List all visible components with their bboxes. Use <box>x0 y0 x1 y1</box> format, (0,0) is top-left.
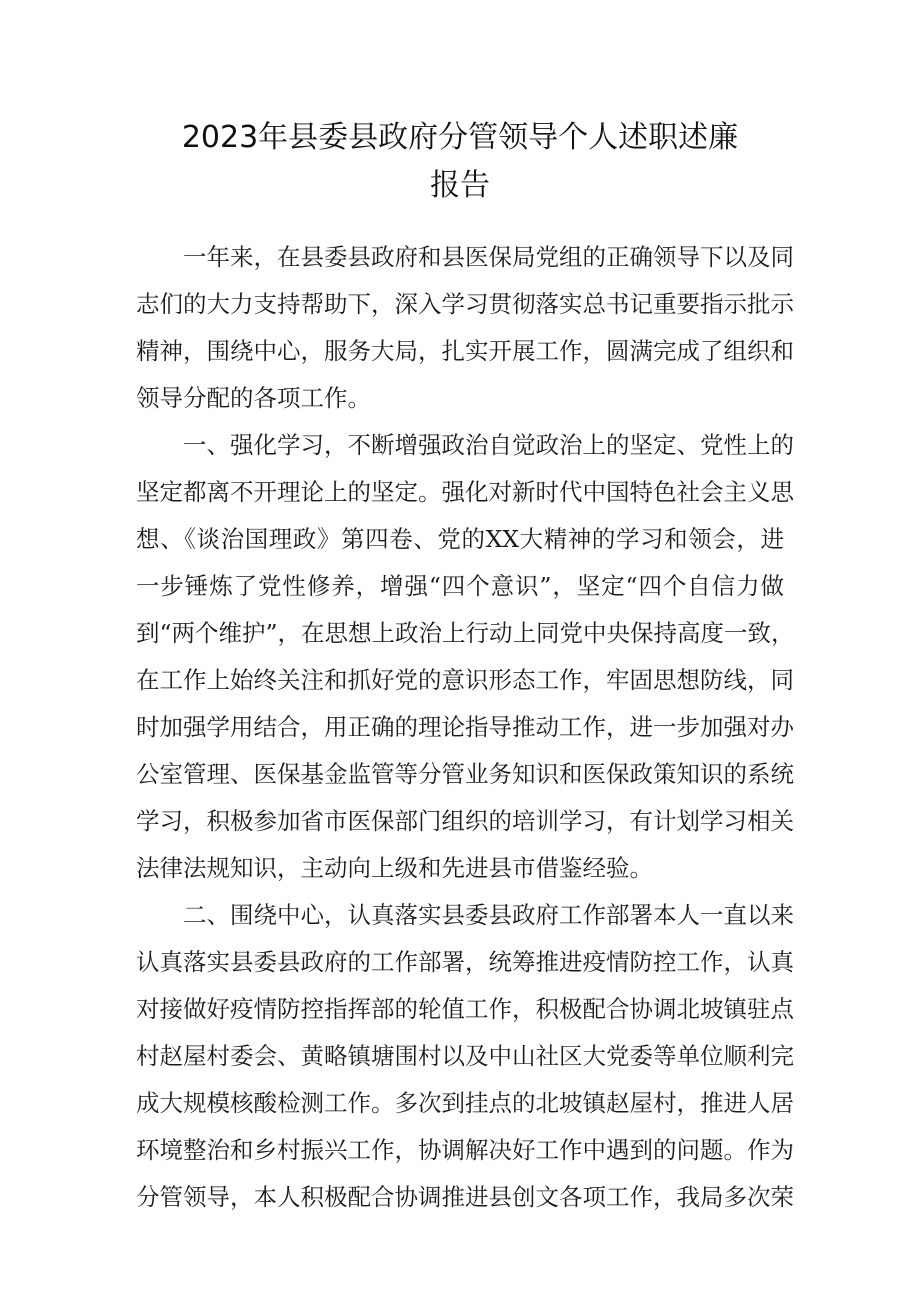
text-line: 在工作上始终关注和抓好党的意识形态工作，牢固思想防线，同 <box>136 666 794 694</box>
text-line: 坚定都离不开理论上的坚定。强化对新时代中国特色社会主义思 <box>136 478 794 506</box>
text-line: 精神，围绕中心，服务大局，扎实开展工作，圆满完成了组织和 <box>136 337 794 365</box>
text-line: 公室管理、医保基金监管等分管业务知识和医保政策知识的系统 <box>136 760 794 788</box>
text-line: 一、强化学习，不断增强政治自觉政治上的坚定、党性上的 <box>183 431 794 459</box>
text-line: 想、《谈治国理政》第四卷、党的XX大精神的学习和领会，进 <box>136 525 784 553</box>
text-line: 志们的大力支持帮助下，深入学习贯彻落实总书记重要指示批示 <box>136 290 794 318</box>
text-line: 对接做好疫情防控指挥部的轮值工作，积极配合协调北坡镇驻点 <box>136 995 794 1023</box>
text-line: 二、围绕中心，认真落实县委县政府工作部署本人一直以来 <box>183 901 794 929</box>
text-line: 环境整治和乡村振兴工作，协调解决好工作中遇到的问题。作为 <box>136 1136 794 1164</box>
text-line: 成大规模核酸检测工作。多次到挂点的北坡镇赵屋村，推进人居 <box>136 1089 794 1117</box>
text-line: 认真落实县委县政府的工作部署，统筹推进疫情防控工作，认真 <box>136 948 794 976</box>
text-line: 村赵屋村委会、黄略镇塘围村以及中山社区大党委等单位顺利完 <box>136 1042 794 1070</box>
text-line: 一年来，在县委县政府和县医保局党组的正确领导下以及同 <box>183 243 794 271</box>
text-line: 分管领导，本人积极配合协调推进县创文各项工作，我局多次荣 <box>136 1183 794 1211</box>
text-line: 时加强学用结合，用正确的理论指导推动工作，进一步加强对办 <box>136 713 794 741</box>
text-line: 法律法规知识，主动向上级和先进县市借鉴经验。 <box>136 854 653 882</box>
text-line: 领导分配的各项工作。 <box>136 384 371 412</box>
document-title-line-2: 报告 <box>430 168 490 203</box>
text-line: 学习，积极参加省市医保部门组织的培训学习，有计划学习相关 <box>136 807 794 835</box>
text-line: 一步锤炼了党性修养，增强“四个意识”，坚定“四个自信力做 <box>136 572 784 600</box>
text-line: 到“两个维护”，在思想上政治上行动上同党中央保持高度一致， <box>136 619 795 647</box>
document-title-line-1: 2023年县委县政府分管领导个人述职述廉 <box>181 120 739 155</box>
paragraph-section-2 <box>136 892 794 1221</box>
paragraph-intro <box>136 234 794 422</box>
paragraph-section-1 <box>136 422 795 892</box>
document-body <box>136 234 795 1221</box>
